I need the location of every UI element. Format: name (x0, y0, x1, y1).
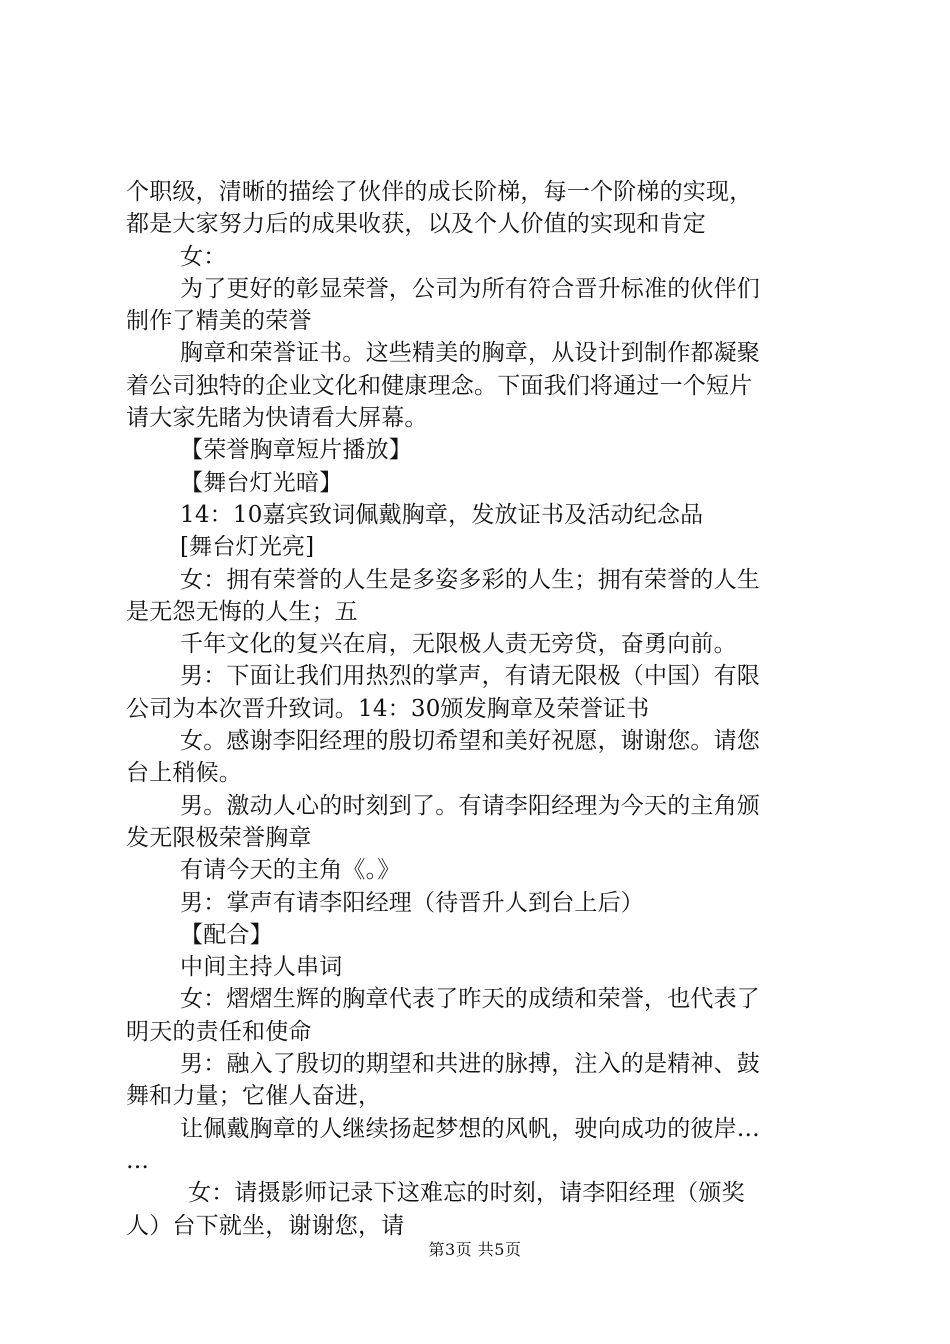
text-line: 人）台下就坐，谢谢您，请 (126, 1212, 405, 1239)
text-line: 公司为本次晋升致词。14：30颁发胸章及荣誉证书 (126, 695, 650, 722)
text-line: 男：下面让我们用热烈的掌声，有请无限极（中国）有限 (180, 663, 760, 690)
text-line: 女：请摄影师记录下这难忘的时刻，请李阳经理（颁奖 (188, 1180, 745, 1207)
text-line: 为了更好的彰显荣誉，公司为所有符合晋升标准的伙伴们 (180, 275, 760, 302)
text-line: 女：熠熠生辉的胸章代表了昨天的成绩和荣誉，也代表了 (180, 986, 760, 1013)
document-body (126, 176, 836, 1242)
text-line: 让佩戴胸章的人继续扬起梦想的风帆，驶向成功的彼岸… (180, 1115, 760, 1142)
page-footer: 第3页 共5页 (428, 1240, 522, 1259)
text-line: 有请今天的主角《。》 (180, 857, 401, 884)
text-line: 台上稍候。 (126, 760, 242, 787)
text-line: 是无怨无悔的人生；五 (126, 598, 358, 625)
text-line: 男。激动人心的时刻到了。有请李阳经理为今天的主角颁 (180, 792, 760, 819)
text-line: 制作了精美的荣誉 (126, 308, 312, 335)
text-line: 【舞台灯光暗】 (180, 469, 343, 496)
text-line: … (126, 1147, 150, 1174)
text-line: 女： (180, 243, 227, 270)
text-line: 千年文化的复兴在肩，无限极人责无旁贷，奋勇向前。 (180, 631, 737, 658)
text-line: 14：10嘉宾致词佩戴胸章，发放证书及活动纪念品 (180, 501, 704, 528)
text-line: 着公司独特的企业文化和健康理念。下面我们将通过一个短片 (126, 372, 753, 399)
text-line: 胸章和荣誉证书。这些精美的胸章，从设计到制作都凝聚 (180, 340, 760, 367)
text-line: [舞台灯光亮] (180, 534, 315, 561)
text-line: 个职级，清晰的描绘了伙伴的成长阶梯，每一个阶梯的实现， (126, 179, 753, 205)
text-line: 都是大家努力后的成果收获，以及个人价值的实现和肯定 (126, 211, 706, 238)
text-line: 舞和力量；它催人奋进， (126, 1083, 382, 1110)
text-line: 男：掌声有请李阳经理（待晋升人到台上后） (180, 889, 644, 916)
text-line: 发无限极荣誉胸章 (126, 824, 312, 851)
text-line: 【荣誉胸章短片播放】 (180, 437, 412, 464)
text-line: 请大家先睹为快请看大屏幕。 (126, 405, 428, 432)
text-line: 女。感谢李阳经理的殷切希望和美好祝愿，谢谢您。请您 (180, 728, 760, 755)
text-line: 女：拥有荣誉的人生是多姿多彩的人生；拥有荣誉的人生 (180, 566, 760, 593)
text-line: 【配合】 (180, 921, 273, 948)
text-line: 中间主持人串词 (180, 954, 343, 981)
text-line: 明天的责任和使命 (126, 1018, 312, 1045)
text-line: 男：融入了殷切的期望和共进的脉搏，注入的是精神、鼓 (180, 1051, 760, 1078)
